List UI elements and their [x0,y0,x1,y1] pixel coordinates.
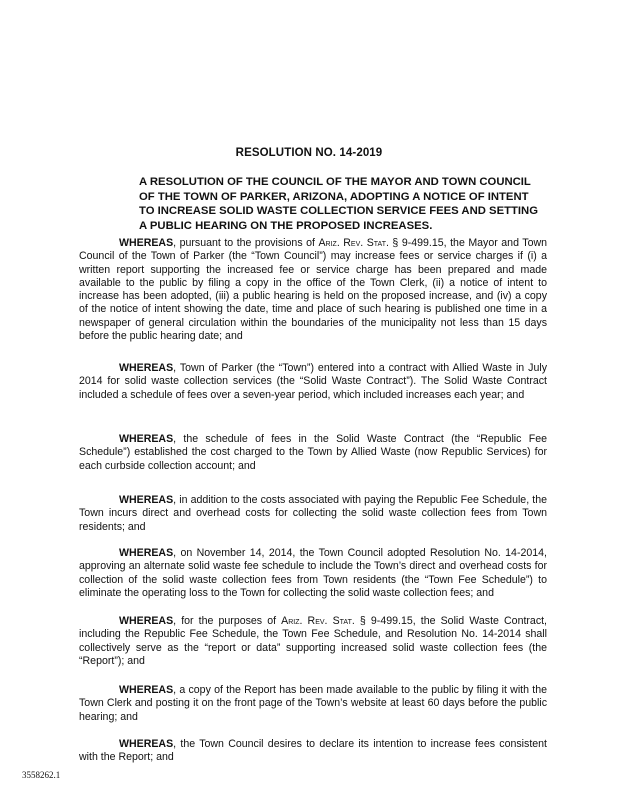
statute-citation: Ariz. Rev. Stat. [281,615,355,627]
paragraph-text: § 9-499.15, the Mayor and Town Council of the Town of Parker (the “Town Council”) may increase fees or service charges if (i) a written report supporting the increased fee or service charge has been prepared and made available to the public by filing a copy in the office of the Town Clerk, (ii) a notice of intent to increase has been adopted, (iii) a public hearing is held on the proposed increase, and (iv) a copy of the notice of intent showing the date, time and place of such hearing is published one time in a newspaper of general circulation within the boundaries of the municipality not less than 15 days before the public hearing date; and [79,237,548,343]
whereas-label: WHEREAS [119,433,174,445]
whereas-label: WHEREAS [119,738,174,750]
whereas-paragraph-2 [79,362,547,402]
whereas-paragraph-1 [79,237,547,343]
whereas-paragraph-3 [79,433,547,473]
document-id-footer: 3558262.1 [22,770,61,780]
paragraph-text: , pursuant to the provisions of [173,237,319,249]
whereas-label: WHEREAS [119,494,174,506]
whereas-paragraph-7 [79,684,547,724]
whereas-label: WHEREAS [119,547,174,559]
whereas-paragraph-5 [79,547,547,600]
whereas-label: WHEREAS [119,615,174,627]
paragraph-text: , in addition to the costs associated with paying the Republic Fee Schedule, the Town incurs direct and overhead costs for collecting the solid waste collection fees from Town residents; and [79,494,547,533]
paragraph-text: , the Town Council desires to declare its intention to increase fees consistent with the Report; and [79,738,547,764]
whereas-label: WHEREAS [119,362,174,374]
whereas-label: WHEREAS [119,684,174,696]
whereas-paragraph-8 [79,738,547,765]
whereas-label: WHEREAS [119,237,174,249]
paragraph-text: , the schedule of fees in the Solid Waste Contract (the “Republic Fee Schedule”) established the cost charged to the Town by Allied Waste (now Republic Services) for each curbside collection account; and [79,433,547,472]
paragraph-text: , on November 14, 2014, the Town Council adopted Resolution No. 14-2014, approving an alternate solid waste fee schedule to include the Town’s direct and overhead costs for collection of the solid waste collection fees from Town residents (the “Town Fee Schedule”) to eliminate the operating loss to the Town for collecting the solid waste collection fees; and [79,547,547,599]
paragraph-text: § 9-499.15, the Solid Waste Contract, including the Republic Fee Schedule, the Town Fee Schedule, and Resolution No. 14-2014 shall collectively serve as the “report or data” supporting increased solid waste collection fees (the “Report”); and [79,615,548,667]
statute-citation: Ariz. Rev. Stat. [318,237,389,249]
paragraph-text: , for the purposes of [173,615,282,627]
resolution-heading: A RESOLUTION OF THE COUNCIL OF THE MAYOR AND TOWN COUNCIL OF THE TOWN OF PARKER, ARIZONA, ADOPTING A NOTICE OF INTENT TO INCREASE SOLID WASTE COLLECTION SERVICE FEES AND SETTING A PUBLIC HEARING ON THE PROPOSED INCREASES. [139,176,538,232]
paragraph-text: , Town of Parker (the “Town”) entered into a contract with Allied Waste in July 2014 for solid waste collection services (the “Solid Waste Contract”). The Solid Waste Contract included a schedule of fees over a seven-year period, which included increases each year; and [79,362,547,401]
whereas-paragraph-4 [79,494,547,534]
resolution-title: RESOLUTION NO. 14-2019 [235,147,383,159]
whereas-paragraph-6 [79,615,547,668]
paragraph-text: , a copy of the Report has been made available to the public by filing it with the Town Clerk and posting it on the front page of the Town’s website at least 60 days before the public hearing; and [79,684,547,723]
